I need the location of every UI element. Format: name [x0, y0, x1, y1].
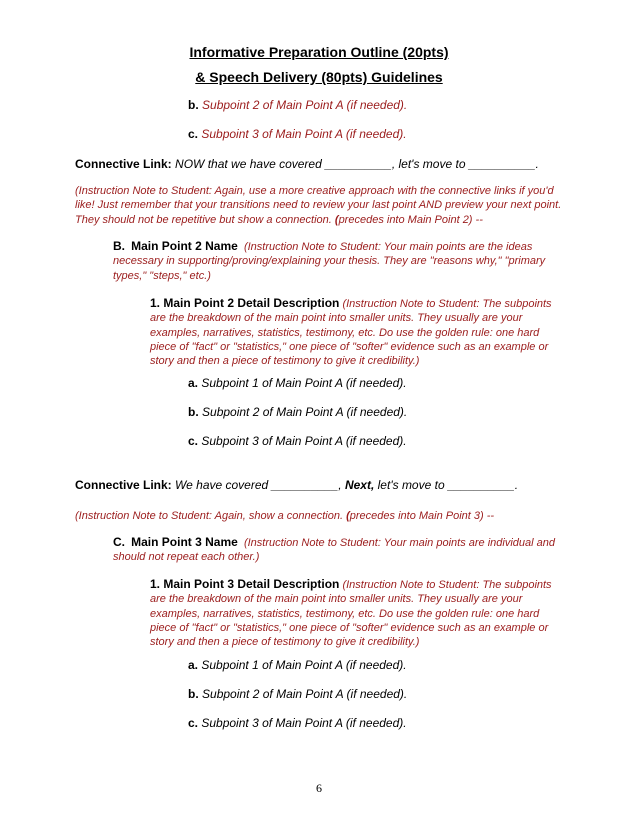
connective-link-1: Connective Link: NOW that we have covered __________, let's move to __________.	[75, 157, 539, 171]
instruction-note-2: (Instruction Note to Student: Again, show a connection. (precedes into Main Point 3) --	[75, 510, 495, 522]
instruction-note-1: (Instruction Note to Student: Again, use a more creative approach with the connective links if you'd like! Just remember that your transitions need to review your last point AND preview your next point. They should not be repetitive but show a connection. (precedes into Main Point 2) --	[75, 185, 562, 226]
page-number: 6	[316, 781, 322, 795]
subpoint-a-2: a. Subpoint 1 of Main Point A (if needed).	[188, 376, 407, 390]
subpoint-b-3: b. Subpoint 2 of Main Point A (if needed).	[188, 687, 408, 701]
subpoint-b: b. Subpoint 2 of Main Point A (if needed).	[188, 98, 408, 112]
subpoint-c: c. Subpoint 3 of Main Point A (if needed).	[188, 127, 407, 141]
main-point-2-detail: 1. Main Point 2 Detail Description (Instruction Note to Student: The subpoints are the breakdown of the main point into smaller units. They usually are your examples, narratives, statistics, testimony, etc. Do use the golden rule: one hard piece of "fact" or "statistics," one piece of "softer" evidence such as an example or story and then a piece of testimony to give it credibility.)	[150, 296, 552, 368]
main-point-3-detail: 1. Main Point 3 Detail Description (Instruction Note to Student: The subpoints are the breakdown of the main point into smaller units. They usually are your examples, narratives, statistics, testimony, etc. Do use the golden rule: one hard piece of "fact" or "statistics," one piece of "softer" evidence such as an example or story and then a piece of testimony to give it credibility.)	[150, 577, 552, 649]
main-point-c: C. Main Point 3 Name (Instruction Note to Student: Your main points are individual and should not repeat each other.)	[113, 535, 555, 564]
connective-link-2: Connective Link: We have covered __________, Next, let's move to __________.	[75, 478, 519, 492]
subpoint-b-2: b. Subpoint 2 of Main Point A (if needed).	[188, 405, 408, 419]
subpoint-c-2: c. Subpoint 3 of Main Point A (if needed).	[188, 434, 407, 448]
title-line-1: Informative Preparation Outline (20pts)	[189, 44, 449, 60]
title-line-2: & Speech Delivery (80pts) Guidelines	[195, 69, 443, 85]
main-point-b: B. Main Point 2 Name (Instruction Note to Student: Your main points are the ideas necessary in supporting/proving/explaining your thesis. They are "reasons why," "primary types," "steps," etc.)	[113, 239, 546, 282]
subpoint-a-3: a. Subpoint 1 of Main Point A (if needed).	[188, 658, 407, 672]
subpoint-c-3: c. Subpoint 3 of Main Point A (if needed).	[188, 716, 407, 730]
